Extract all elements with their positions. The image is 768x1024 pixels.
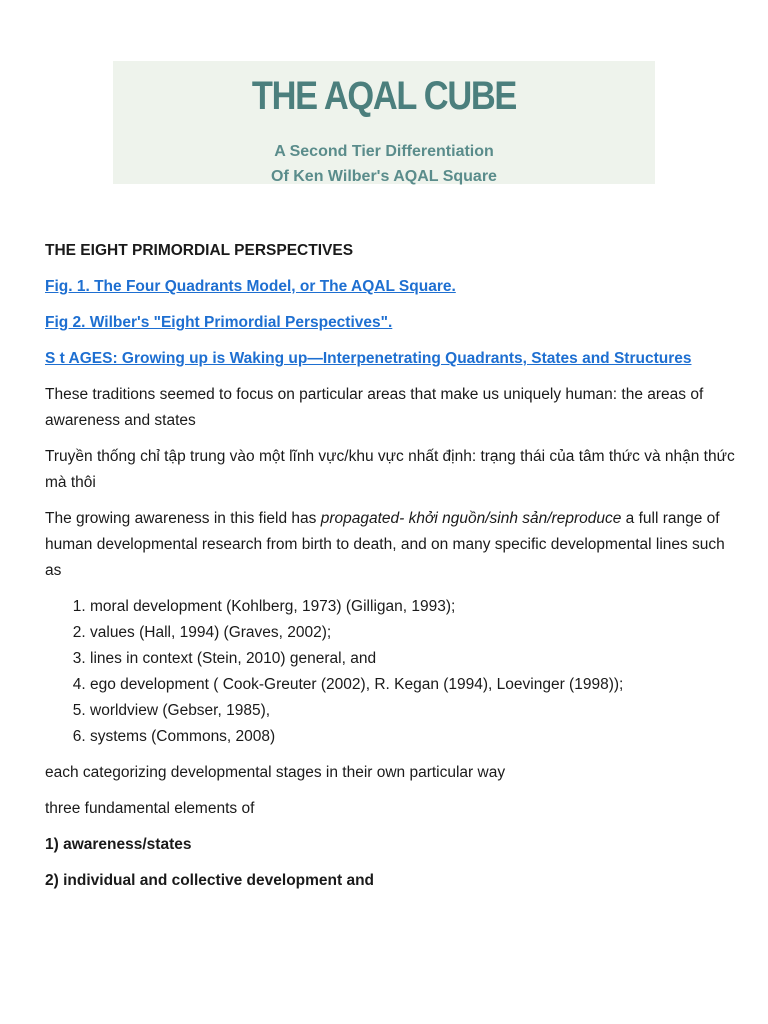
subtitle-line-1: A Second Tier Differentiation [274, 143, 494, 160]
paragraph-growing-awareness [45, 506, 735, 584]
document-subtitle [113, 139, 655, 189]
list-item: 4. ego development ( Cook-Greuter (2002), R. Kegan (1994), Loevinger (1998)); [90, 672, 735, 698]
subtitle-line-2: Of Ken Wilber's AQAL Square [271, 168, 497, 185]
paragraph-elements-intro: three fundamental elements of [45, 800, 255, 817]
section-heading: THE EIGHT PRIMORDIAL PERSPECTIVES [45, 242, 354, 259]
list-item: 6. systems (Commons, 2008) [90, 724, 735, 750]
list-item: 1. moral development (Kohlberg, 1973) (Gilligan, 1993); [90, 594, 735, 620]
paragraph-categorizing: each categorizing developmental stages in their own particular way [45, 764, 506, 781]
paragraph-text: a full range of human developmental research from birth to death, and on many specific developmental lines such as [45, 510, 725, 579]
paragraph-text: The growing awareness in this field has [45, 510, 321, 527]
link-stages[interactable]: S t AGES: Growing up is Waking up—Interpenetrating Quadrants, States and Structures [45, 350, 692, 367]
developmental-lines-list [45, 594, 735, 750]
document-title: THE AQAL CUBE [251, 74, 517, 118]
element-item-2: 2) individual and collective development and [45, 872, 375, 889]
list-item: 5. worldview (Gebser, 1985), [90, 698, 735, 724]
paragraph-vietnamese: Truyền thống chỉ tập trung vào một lĩnh vực/khu vực nhất định: trạng thái của tâm thức và nhận thức mà thôi [45, 448, 735, 491]
paragraph-italic-text: propagated- khởi nguồn/sinh sản/reproduce [320, 510, 622, 527]
element-item-1: 1) awareness/states [45, 836, 192, 853]
document-body [45, 238, 735, 904]
paragraph-traditions: These traditions seemed to focus on particular areas that make us uniquely human: the areas of awareness and states [45, 386, 704, 429]
list-item: 2. values (Hall, 1994) (Graves, 2002); [90, 620, 735, 646]
title-banner [113, 61, 655, 184]
list-item: 3. lines in context (Stein, 2010) general, and [90, 646, 735, 672]
link-fig-1[interactable]: Fig. 1. The Four Quadrants Model, or The AQAL Square. [45, 278, 456, 295]
link-fig-2[interactable]: Fig 2. Wilber's "Eight Primordial Perspectives". [45, 314, 393, 331]
